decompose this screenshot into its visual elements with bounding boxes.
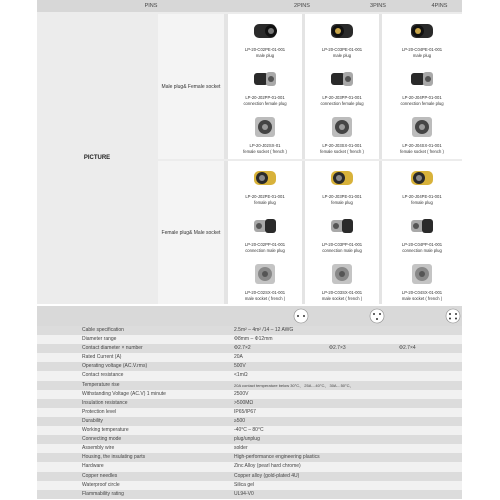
spec-row: Assembly wire solder bbox=[37, 444, 462, 453]
product-item: LP-20-J04PP-01-001 connection female plug bbox=[382, 65, 462, 106]
connection-plug-icon bbox=[328, 212, 356, 240]
black-plug-icon bbox=[251, 17, 279, 45]
product-item: LP-20-C04SX-01-001 male socket ( french ) bbox=[382, 260, 462, 301]
column-2pins bbox=[228, 14, 302, 159]
product-item: LP-20-J03SX-01-001 female socket ( french ) bbox=[305, 113, 379, 154]
product-item: LP-20-C03PE-01-001 male plug bbox=[305, 17, 379, 58]
spec-row: Contact diameter × number Φ2.7×2 Φ2.7×3 Φ2.7×4 bbox=[37, 344, 462, 353]
socket-icon bbox=[251, 260, 279, 288]
product-item: LP-20-C02PE-01-001 male plug bbox=[228, 17, 302, 58]
spec-row: Waterproof circle Silica gel bbox=[37, 481, 462, 490]
spec-row: Hardware Zinc Alloy (pearl hard chrome) bbox=[37, 462, 462, 471]
header-2pins: 2PINS bbox=[294, 3, 310, 9]
spec-row: Copper needles Copper alloy (gold-plated 4U) bbox=[37, 472, 462, 481]
column-3pins bbox=[305, 14, 379, 159]
spec-row: Flammability rating UL94-V0 bbox=[37, 490, 462, 499]
connection-plug-icon bbox=[251, 65, 279, 93]
product-item: LP-20-C02SX-01-001 male socket ( french ) bbox=[228, 260, 302, 301]
spec-row: Temperature rise 20A contact temperature below 30°C、 25A…40°C、 30A…50°C、 bbox=[37, 381, 462, 390]
pin-layout-4-icon bbox=[442, 308, 464, 324]
spec-row: Connecting mode plug/unplug bbox=[37, 435, 462, 444]
product-item: LP-20-C02PP-01-001 connection male plug bbox=[228, 212, 302, 253]
spec-row: Operating voltage (AC.V.rms) 500V bbox=[37, 362, 462, 371]
black-plug-icon bbox=[408, 17, 436, 45]
spec-row: Cable specification 2.5m² – 4m² /14 – 12 AWG bbox=[37, 326, 462, 335]
connection-plug-icon bbox=[251, 212, 279, 240]
column-4pins bbox=[382, 161, 462, 304]
spec-row: Withstanding Voltage (AC.V) 1 minute 2500V bbox=[37, 390, 462, 399]
group-label: Female plug& Male socket bbox=[158, 161, 224, 304]
column-2pins bbox=[228, 161, 302, 304]
product-item: LP-20-J02PP-01-001 connection female plug bbox=[228, 65, 302, 106]
table-header bbox=[37, 0, 462, 12]
header-pins: PINS bbox=[144, 3, 158, 9]
product-item: LP-20-C04PE-01-001 male plug bbox=[382, 17, 462, 58]
column-3pins bbox=[305, 161, 379, 304]
socket-icon bbox=[328, 113, 356, 141]
group-label: Male plug& Female socket bbox=[158, 14, 224, 159]
socket-icon bbox=[328, 260, 356, 288]
picture-section bbox=[37, 12, 462, 304]
socket-icon bbox=[251, 113, 279, 141]
group-female-plug bbox=[158, 161, 462, 304]
product-item: LP-20-J04SX-01-001 female socket ( french ) bbox=[382, 113, 462, 154]
column-4pins bbox=[382, 14, 462, 159]
product-item: LP-20-C04PP-01-001 connection male plug bbox=[382, 212, 462, 253]
picture-label: PICTURE bbox=[83, 155, 111, 161]
product-item: LP-20-J02SX-01 female socket ( french ) bbox=[228, 113, 302, 154]
product-item: LP-20-J03PE-01-001 female plug bbox=[305, 164, 379, 205]
spec-row: Housing, the insulating parts High-performance engineering plastics bbox=[37, 453, 462, 462]
spec-row: Rated Current (A) 20A bbox=[37, 353, 462, 362]
header-3pins: 3PINS bbox=[370, 3, 386, 9]
pin-layout-3-icon bbox=[366, 308, 388, 324]
connection-plug-icon bbox=[328, 65, 356, 93]
product-item: LP-20-J02PE-01-001 female plug bbox=[228, 164, 302, 205]
header-4pins: 4PINS bbox=[431, 3, 448, 9]
pin-layout-2-icon bbox=[290, 308, 312, 324]
spec-table bbox=[37, 326, 462, 499]
spec-row: Contact resistance <1mΩ bbox=[37, 371, 462, 380]
socket-icon bbox=[408, 260, 436, 288]
connection-plug-icon bbox=[408, 65, 436, 93]
yellow-plug-icon bbox=[251, 164, 279, 192]
product-item: LP-20-C03PP-01-001 connection male plug bbox=[305, 212, 379, 253]
connection-plug-icon bbox=[408, 212, 436, 240]
spec-row: Working temperature -40°C – 80°C bbox=[37, 426, 462, 435]
spec-sheet bbox=[37, 0, 462, 500]
yellow-plug-icon bbox=[328, 164, 356, 192]
product-item: LP-20-J04PE-01-001 female plug bbox=[382, 164, 462, 205]
spec-row: Durability ≥500 bbox=[37, 417, 462, 426]
product-item: LP-20-J03PP-01-001 connection female plug bbox=[305, 65, 379, 106]
spec-row: Insulation resistance >500MΩ bbox=[37, 399, 462, 408]
spec-row: Protection level IP65/IP67 bbox=[37, 408, 462, 417]
black-plug-icon bbox=[328, 17, 356, 45]
pin-layout-row bbox=[37, 306, 462, 326]
group-male-plug bbox=[158, 14, 462, 159]
socket-icon bbox=[408, 113, 436, 141]
yellow-plug-icon bbox=[408, 164, 436, 192]
spec-row: Diameter range Φ8mm – Φ12mm bbox=[37, 335, 462, 344]
product-item: LP-20-C03SX-01-001 male socket ( french ) bbox=[305, 260, 379, 301]
